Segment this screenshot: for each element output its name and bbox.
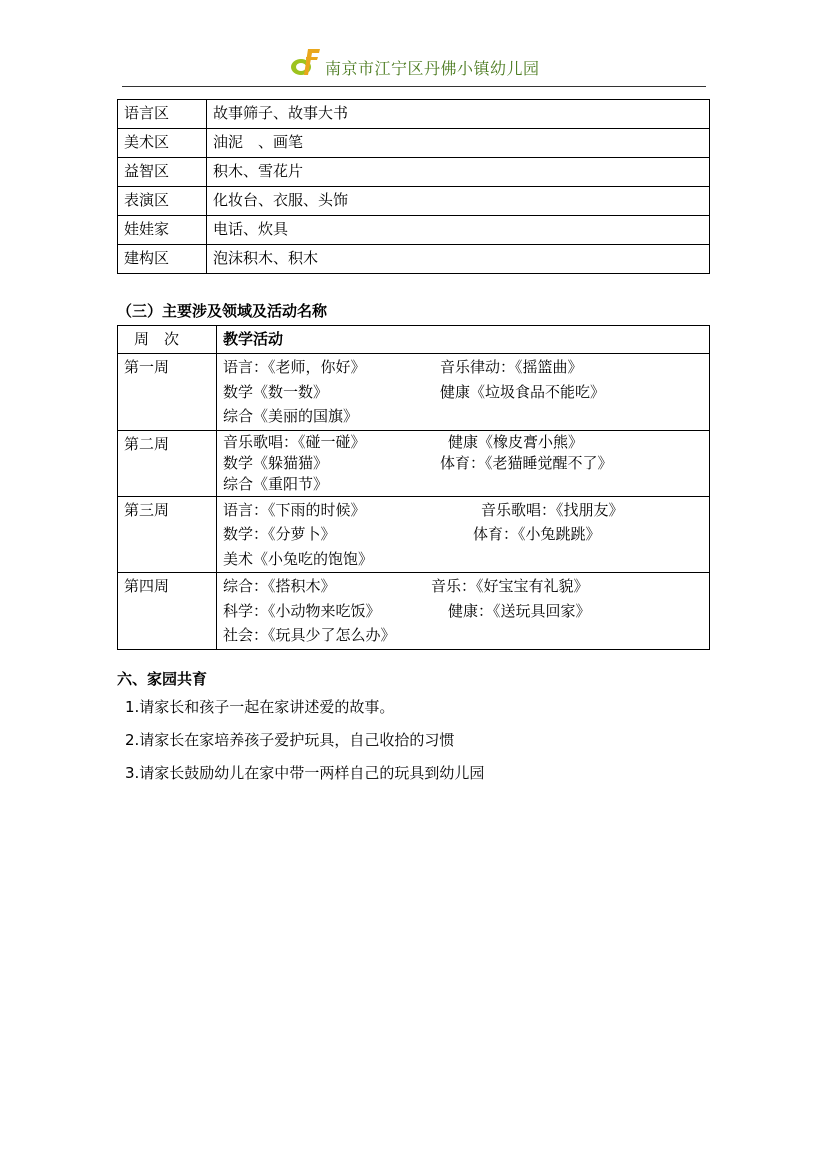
- week-label: 第一周: [118, 354, 217, 431]
- table-row: [118, 496, 710, 573]
- activity-left: 数学：《分萝卜》: [223, 525, 336, 543]
- activity-left: 语言：《老师，你好》: [223, 358, 366, 376]
- week-activities: [217, 496, 710, 573]
- df-logo-icon: [288, 45, 322, 77]
- activity-line: [223, 404, 703, 429]
- activity-right: 健康《垃圾食品不能吃》: [440, 382, 606, 401]
- home-item-2: 2.请家长在家培养孩子爱护玩具，自己收拾的习惯: [125, 731, 455, 749]
- table-row: [118, 187, 710, 216]
- table-row: [118, 216, 710, 245]
- activity-line: [223, 498, 703, 523]
- activity-left: 数学《数一数》: [223, 382, 329, 401]
- week-label: 第三周: [118, 496, 217, 573]
- activity-left: 语言：《下雨的时候》: [223, 500, 366, 519]
- activity-left: 科学：《小动物来吃饭》: [223, 601, 381, 620]
- home-section-title: 六、家园共育: [117, 670, 208, 688]
- activity-right: 音乐歌唱：《找朋友》: [481, 500, 624, 519]
- activity-left: 美术《小兔吃的饱饱》: [223, 549, 374, 568]
- activity-right: 音乐：《好宝宝有礼貌》: [431, 577, 589, 595]
- activity-left: 数学《躲猫猫》: [223, 453, 329, 472]
- area-name: 美术区: [118, 129, 207, 158]
- table-row: [118, 129, 710, 158]
- table-row: [118, 100, 710, 129]
- table-row: [118, 245, 710, 274]
- activity-right: 体育：《老猫睡觉醒不了》: [440, 453, 613, 472]
- area-materials: 油泥 、画笔: [207, 129, 710, 158]
- activity-line: [223, 474, 703, 495]
- activity-right: 健康《橡皮膏小熊》: [448, 432, 584, 451]
- home-item-1: 1.请家长和孩子一起在家讲述爱的故事。: [125, 698, 395, 716]
- table-header-row: [118, 326, 710, 354]
- activity-right: 音乐律动：《摇篮曲》: [440, 358, 583, 376]
- activity-line: [223, 623, 703, 648]
- activity-left: 综合：《搭积木》: [223, 577, 336, 595]
- table-row: [118, 573, 710, 650]
- table-row: [118, 430, 710, 496]
- activity-line: [223, 355, 703, 380]
- activity-line: [223, 380, 703, 405]
- home-item-3: 3.请家长鼓励幼儿在家中带一两样自己的玩具到幼儿园: [125, 764, 485, 782]
- activity-right: 体育：《小兔跳跳》: [473, 525, 601, 543]
- activity-line: [223, 547, 703, 572]
- activity-line: [223, 453, 703, 474]
- area-materials: 泡沫积木、积木: [207, 245, 710, 274]
- area-name: 语言区: [118, 100, 207, 129]
- area-materials-table: [117, 99, 710, 274]
- table-row: [118, 158, 710, 187]
- area-materials: 化妆台、衣服、头饰: [207, 187, 710, 216]
- table-row: [118, 354, 710, 431]
- week-label: 第二周: [118, 430, 217, 496]
- activity-line: [223, 522, 703, 547]
- area-materials: 电话、炊具: [207, 216, 710, 245]
- area-name: 益智区: [118, 158, 207, 187]
- activity-left: 社会：《玩具少了怎么办》: [223, 626, 396, 644]
- area-materials: 故事筛子、故事大书: [207, 100, 710, 129]
- activity-left: 综合《重阳节》: [223, 474, 329, 493]
- week-activities: [217, 430, 710, 496]
- activity-left: 音乐歌唱：《碰一碰》: [223, 432, 366, 451]
- page-header: [122, 40, 706, 87]
- week-label: 第四周: [118, 573, 217, 650]
- header-week: 周 次: [118, 326, 217, 354]
- week-activities: [217, 354, 710, 431]
- section-three-title: （三）主要涉及领域及活动名称: [117, 302, 328, 320]
- activity-line: [223, 574, 703, 599]
- weekly-activity-table: [117, 325, 710, 650]
- area-name: 表演区: [118, 187, 207, 216]
- area-name: 娃娃家: [118, 216, 207, 245]
- school-name: 南京市江宁区丹佛小镇幼儿园: [325, 59, 540, 78]
- activity-left: 综合《美丽的国旗》: [223, 407, 359, 425]
- activity-line: [223, 599, 703, 624]
- activity-line: [223, 432, 703, 453]
- header-activity: 教学活动: [217, 326, 710, 354]
- activity-right: 健康：《送玩具回家》: [448, 601, 591, 620]
- week-activities: [217, 573, 710, 650]
- area-name: 建构区: [118, 245, 207, 274]
- area-materials: 积木、雪花片: [207, 158, 710, 187]
